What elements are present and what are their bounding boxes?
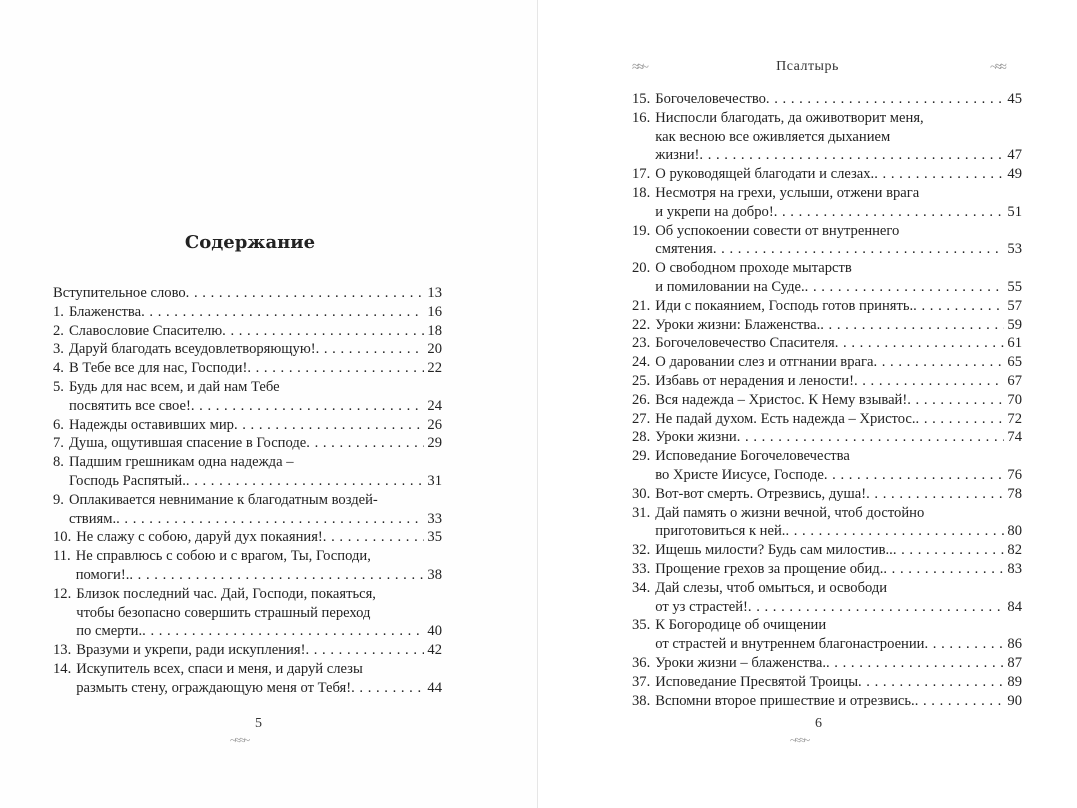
entry-page: 72 [1007, 410, 1022, 427]
entry-title: Уроки жизни: Блаженства. [655, 316, 821, 333]
entry-page: 20 [427, 341, 442, 358]
toc-entry[interactable] [632, 447, 1022, 485]
entry-title: Вот-вот смерть. Отрезвись, душа! [655, 485, 867, 502]
toc-entry[interactable] [632, 259, 1022, 297]
entry-number: 9. [53, 491, 64, 508]
toc-entry[interactable] [632, 109, 1022, 165]
entry-number: 33. [632, 560, 651, 577]
entry-title: Ищешь милости? Будь сам милостив.. [655, 542, 893, 559]
toc-entry[interactable] [632, 692, 1022, 711]
toc-entry[interactable] [632, 504, 1022, 542]
entry-title: О даровании слез и отгнании врага [655, 354, 874, 371]
entry-number: 34. [632, 579, 651, 596]
entry-title: и укрепи на добро! [655, 203, 774, 220]
entry-page: 55 [1007, 278, 1022, 295]
entry-number: 19. [632, 222, 651, 239]
entry-number: 35. [632, 617, 651, 634]
toc-entry[interactable] [53, 491, 442, 529]
entry-title: чтобы безопасно совершить страшный переход [76, 604, 371, 621]
dot-leader [766, 90, 1004, 109]
entry-title: как весною все оживляется дыханием [655, 128, 891, 145]
entry-number: 2. [53, 322, 64, 339]
entry-title: Искупитель всех, спаси и меня, и даруй слезы [76, 660, 363, 677]
entry-page: 22 [427, 360, 442, 377]
right-page [538, 0, 1077, 808]
entry-page: 86 [1007, 636, 1022, 653]
entry-number: 4. [53, 360, 64, 377]
dot-leader [737, 428, 1005, 447]
dot-leader [186, 284, 425, 303]
entry-page: 67 [1007, 372, 1022, 389]
entry-page: 29 [427, 435, 442, 452]
dot-leader [915, 692, 1005, 711]
entry-page: 24 [427, 397, 442, 414]
entry-page: 78 [1007, 485, 1022, 502]
dot-leader [191, 397, 425, 416]
entry-page: 44 [427, 679, 442, 696]
entry-page: 70 [1007, 391, 1022, 408]
entry-title: посвятить все свое! [68, 397, 191, 414]
dot-leader [247, 359, 424, 378]
toc-entry[interactable] [632, 165, 1022, 184]
entry-title: Дай слезы, чтоб омыться, и освободи [655, 579, 888, 596]
entry-number: 8. [53, 454, 64, 471]
entry-number: 25. [632, 372, 651, 389]
page-number: 6 [815, 716, 822, 731]
dot-leader [858, 673, 1004, 692]
entry-page: 76 [1007, 466, 1022, 483]
toc-entry[interactable] [632, 316, 1022, 335]
entry-number: 14. [53, 660, 72, 677]
dot-leader [351, 679, 424, 698]
dot-leader [748, 598, 1005, 617]
dot-leader [186, 472, 425, 491]
entry-title: Уроки жизни [655, 429, 737, 446]
dot-leader [774, 203, 1005, 222]
entry-page: 13 [427, 285, 442, 301]
entry-title: Несмотря на грехи, услыши, отжени врага [655, 184, 920, 201]
entry-number: 38. [632, 692, 651, 709]
entry-page: 89 [1007, 673, 1022, 690]
entry-number: 24. [632, 354, 651, 371]
entry-number: 28. [632, 429, 651, 446]
toc-entry[interactable] [53, 528, 442, 547]
entry-title: В Тебе все для нас, Господи! [68, 360, 248, 377]
dot-leader [907, 391, 1004, 410]
entry-title: Исповедание Пресвятой Троицы [655, 673, 858, 690]
toc-entry[interactable] [632, 410, 1022, 429]
toc-entry[interactable] [632, 90, 1022, 109]
dot-leader [824, 466, 1005, 485]
entry-page: 80 [1007, 523, 1022, 540]
dot-leader [713, 240, 1005, 259]
entry-title: Душа, ощутившая спасение в Господе [68, 435, 307, 452]
toc-list-left [53, 284, 442, 698]
toc-entry[interactable] [53, 434, 442, 453]
left-page [0, 0, 538, 808]
dot-leader [234, 416, 424, 435]
entry-number: 6. [53, 416, 64, 433]
entry-title: во Христе Иисусе, Господе [655, 466, 824, 483]
entry-title: Богочеловечество Спасителя [655, 335, 835, 352]
toc-entry[interactable] [632, 616, 1022, 654]
toc-entry[interactable] [53, 359, 442, 378]
entry-page: 65 [1007, 354, 1022, 371]
entry-page: 31 [427, 472, 442, 489]
dot-leader [699, 146, 1004, 165]
entry-title: приготовиться к ней. [655, 523, 786, 540]
entry-title: Господь Распятый. [68, 472, 186, 489]
entry-number: 7. [53, 435, 64, 452]
entry-title: К Богородице об очищении [655, 617, 827, 634]
ornament-icon: ~≈≈ [990, 60, 1004, 75]
entry-title: помоги!. [75, 566, 130, 583]
toc-entry[interactable] [53, 641, 442, 660]
ornament-icon: ~≈≈~ [790, 733, 809, 747]
entry-page: 59 [1007, 316, 1022, 333]
entry-title: Иди с покаянием, Господь готов принять. [655, 297, 914, 314]
entry-number: 37. [632, 673, 651, 690]
toc-entry[interactable] [632, 654, 1022, 673]
dot-leader [893, 541, 1005, 560]
entry-page: 26 [427, 416, 442, 433]
entry-title: Исповедание Богочеловечества [655, 448, 850, 465]
entry-title: и помиловании на Суде. [655, 278, 805, 295]
entry-page: 47 [1007, 147, 1022, 164]
entry-page: 84 [1007, 598, 1022, 615]
entry-page: 33 [427, 510, 442, 527]
entry-number: 22. [632, 316, 651, 333]
entry-title: Об успокоении совести от внутреннего [655, 222, 900, 239]
toc-entry[interactable] [632, 353, 1022, 372]
dot-leader [306, 434, 424, 453]
toc-entry[interactable] [632, 579, 1022, 617]
toc-entry[interactable] [632, 372, 1022, 391]
entry-page: 82 [1007, 542, 1022, 559]
toc-entry[interactable] [53, 453, 442, 491]
toc-entry[interactable] [632, 184, 1022, 222]
entry-page: 83 [1007, 560, 1022, 577]
entry-page: 87 [1007, 654, 1022, 671]
entry-title: Вспомни второе пришествие и отрезвись. [655, 692, 915, 709]
toc-entry[interactable] [53, 416, 442, 435]
entry-title: Блаженства [68, 303, 142, 320]
entry-page: 16 [427, 303, 442, 320]
entry-title: смятения [655, 241, 713, 258]
dot-leader [142, 622, 424, 641]
entry-title: Не слажу с собою, даруй дух покаяния! [76, 529, 323, 546]
entry-title: Дай память о жизни вечной, чтоб достойно [655, 504, 925, 521]
entry-title: Будь для нас всем, и дай нам Тебе [68, 378, 280, 395]
dot-leader [916, 410, 1005, 429]
entry-number: 10. [53, 529, 72, 546]
toc-entry[interactable] [632, 673, 1022, 692]
dot-leader [323, 528, 425, 547]
entry-number: 5. [53, 378, 64, 395]
entry-title: Избавь от нерадения и лености! [655, 372, 854, 389]
dot-leader [316, 340, 425, 359]
entry-title: Не справлюсь с собою и с врагом, Ты, Господи, [75, 548, 371, 565]
entry-page: 51 [1007, 203, 1022, 220]
entry-title: размыть стену, ограждающую меня от Тебя! [76, 679, 352, 696]
entry-page: 61 [1007, 335, 1022, 352]
entry-page: 49 [1007, 166, 1022, 183]
dot-leader [141, 303, 424, 322]
entry-title: Надежды оставивших мир [68, 416, 234, 433]
dot-leader [874, 165, 1004, 184]
dot-leader [835, 334, 1005, 353]
dot-leader [854, 372, 1004, 391]
toc-entry[interactable] [632, 485, 1022, 504]
toc-entry[interactable] [632, 391, 1022, 410]
toc-entry[interactable] [53, 340, 442, 359]
entry-number: 26. [632, 391, 651, 408]
toc-title: Содержание [184, 232, 316, 253]
entry-title: Падшим грешникам одна надежда – [68, 454, 294, 471]
entry-number: 27. [632, 410, 651, 427]
dot-leader [222, 322, 424, 341]
dot-leader [913, 297, 1004, 316]
dot-leader [873, 353, 1004, 372]
dot-leader [866, 485, 1004, 504]
entry-number: 18. [632, 184, 651, 201]
running-head: Псалтырь [776, 59, 839, 74]
dot-leader [883, 560, 1004, 579]
entry-number: 20. [632, 260, 651, 277]
entry-number: 30. [632, 485, 651, 502]
entry-page: 40 [427, 623, 442, 640]
dot-leader [805, 278, 1005, 297]
entry-title: жизни! [655, 147, 700, 164]
entry-number: 23. [632, 335, 651, 352]
dot-leader [820, 316, 1004, 335]
entry-number: 36. [632, 654, 651, 671]
entry-title: О руководящей благодати и слезах. [655, 166, 875, 183]
entry-number: 29. [632, 448, 651, 465]
toc-entry[interactable] [632, 334, 1022, 353]
toc-list-right [632, 90, 1022, 710]
toc-entry[interactable] [632, 541, 1022, 560]
entry-number: 11. [53, 548, 71, 565]
toc-entry[interactable] [632, 428, 1022, 447]
toc-entry[interactable] [53, 378, 442, 416]
entry-page: 35 [427, 529, 442, 546]
dot-leader [116, 510, 424, 529]
entry-title: по смерти. [76, 623, 143, 640]
dot-leader [826, 654, 1004, 673]
toc-entry[interactable] [53, 284, 442, 303]
page-number: 5 [255, 716, 262, 731]
entry-title: Вся надежда – Христос. К Нему взывай! [655, 391, 908, 408]
entry-number: 13. [53, 642, 72, 659]
ornament-icon: ~≈≈~ [230, 733, 249, 747]
entry-title: Прощение грехов за прощение обид. [655, 560, 884, 577]
entry-title: Вступительное слово [53, 285, 186, 301]
dot-leader [129, 566, 424, 585]
toc-entry[interactable] [53, 660, 442, 698]
entry-title: Не падай духом. Есть надежда – Христос. [655, 410, 916, 427]
toc-entry[interactable] [53, 303, 442, 322]
toc-entry[interactable] [53, 547, 442, 585]
entry-title: Вразуми и укрепи, ради искупления! [76, 642, 306, 659]
entry-title: Ниспосли благодать, да оживотворит меня, [655, 109, 924, 126]
entry-number: 15. [632, 91, 651, 107]
dot-leader [785, 522, 1004, 541]
toc-entry[interactable] [632, 297, 1022, 316]
toc-entry[interactable] [632, 222, 1022, 260]
entry-page: 42 [427, 642, 442, 659]
entry-number: 1. [53, 303, 64, 320]
entry-number: 17. [632, 166, 651, 183]
entry-page: 90 [1007, 692, 1022, 709]
dot-leader [305, 641, 424, 660]
entry-title: Даруй благодать всеудовлетворяющую! [68, 341, 316, 358]
entry-number: 16. [632, 109, 651, 126]
entry-page: 74 [1007, 429, 1022, 446]
entry-number: 32. [632, 542, 651, 559]
ornament-icon: ≈≈~ [632, 60, 646, 75]
entry-page: 53 [1007, 241, 1022, 258]
entry-title: Богочеловечество [655, 91, 766, 107]
dot-leader [925, 635, 1005, 654]
entry-title: от страстей и внутреннем благонастроении [655, 636, 925, 653]
entry-title: Близок последний час. Дай, Господи, покаяться, [76, 585, 376, 602]
entry-title: Уроки жизни – блаженства. [655, 654, 826, 671]
entry-page: 18 [427, 322, 442, 339]
entry-number: 21. [632, 297, 651, 314]
entry-title: ствиям. [68, 510, 117, 527]
entry-number: 31. [632, 504, 651, 521]
entry-number: 12. [53, 585, 72, 602]
entry-page: 38 [427, 566, 442, 583]
entry-page: 57 [1007, 297, 1022, 314]
entry-page: 45 [1007, 91, 1022, 107]
toc-entry[interactable] [53, 322, 442, 341]
entry-number: 3. [53, 341, 64, 358]
entry-title: О свободном проходе мытарств [655, 260, 852, 277]
entry-title: Оплакивается невнимание к благодатным воздей- [68, 491, 378, 508]
toc-entry[interactable] [53, 585, 442, 641]
entry-title: от уз страстей! [655, 598, 748, 615]
entry-title: Славословие Спасителю [68, 322, 223, 339]
toc-entry[interactable] [632, 560, 1022, 579]
